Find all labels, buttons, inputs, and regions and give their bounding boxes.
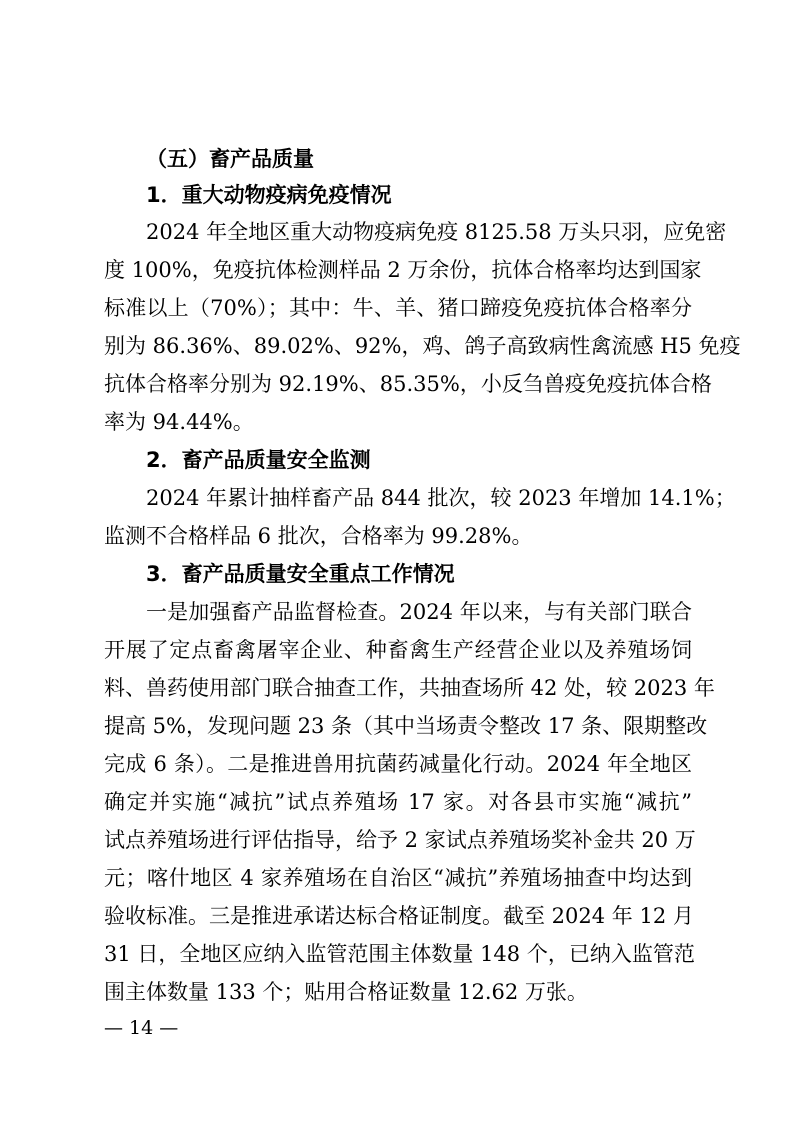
paragraph-line: 度 100%，免疫抗体检测样品 2 万余份，抗体合格率均达到国家 xyxy=(104,258,702,282)
paragraph-line: 2024 年累计抽样畜产品 844 批次，较 2023 年增加 14.1%； xyxy=(146,486,736,510)
paragraph-line: 率为 94.44%。 xyxy=(104,410,254,434)
paragraph-line: 试点养殖场进行评估指导，给予 2 家试点养殖场奖补金共 20 万 xyxy=(104,828,696,852)
paragraph-line: 料、兽药使用部门联合抽查工作，共抽查场所 42 处，较 2023 年 xyxy=(104,676,715,700)
page-number: — 14 — xyxy=(104,1017,179,1039)
paragraph-line: 元；喀什地区 4 家养殖场在自治区“减抗”养殖场抽查中均达到 xyxy=(104,866,692,890)
paragraph-line: 2024 年全地区重大动物疫病免疫 8125.58 万头只羽，应免密 xyxy=(146,220,727,244)
paragraph-line: 确定并实施“减抗”试点养殖场 17 家。对各县市实施“减抗” xyxy=(104,790,692,814)
paragraph-line: 验收标准。三是推进承诺达标合格证制度。截至 2024 年 12 月 xyxy=(104,904,694,928)
paragraph-line: 开展了定点畜禽屠宰企业、种畜禽生产经营企业以及养殖场饲 xyxy=(104,638,692,662)
paragraph-line: 一是加强畜产品监督检查。2024 年以来，与有关部门联合 xyxy=(146,600,692,624)
paragraph-line: 抗体合格率分别为 92.19%、85.35%，小反刍兽疫免疫抗体合格 xyxy=(104,372,712,396)
paragraph-line: 标准以上（70%）；其中：牛、羊、猪口蹄疫免疫抗体合格率分 xyxy=(104,296,692,320)
paragraph-line: 别为 86.36%、89.02%、92%，鸡、鸽子高致病性禽流感 H5 免疫 xyxy=(104,334,741,358)
section-heading: （五）畜产品质量 xyxy=(146,147,314,171)
subsection-heading-2: 2．畜产品质量安全监测 xyxy=(146,448,371,472)
paragraph-line: 完成 6 条）。二是推进兽用抗菌药减量化行动。2024 年全地区 xyxy=(104,752,692,776)
paragraph-line: 围主体数量 133 个；贴用合格证数量 12.62 万张。 xyxy=(104,980,588,1004)
paragraph-line: 31 日，全地区应纳入监管范围主体数量 148 个，已纳入监管范 xyxy=(104,942,695,966)
paragraph-line: 提高 5%，发现问题 23 条（其中当场责令整改 17 条、限期整改 xyxy=(104,714,708,738)
paragraph-line: 监测不合格样品 6 批次，合格率为 99.28%。 xyxy=(104,524,533,548)
subsection-heading-3: 3．畜产品质量安全重点工作情况 xyxy=(146,562,455,586)
subsection-heading-1: 1．重大动物疫病免疫情况 xyxy=(146,183,392,207)
